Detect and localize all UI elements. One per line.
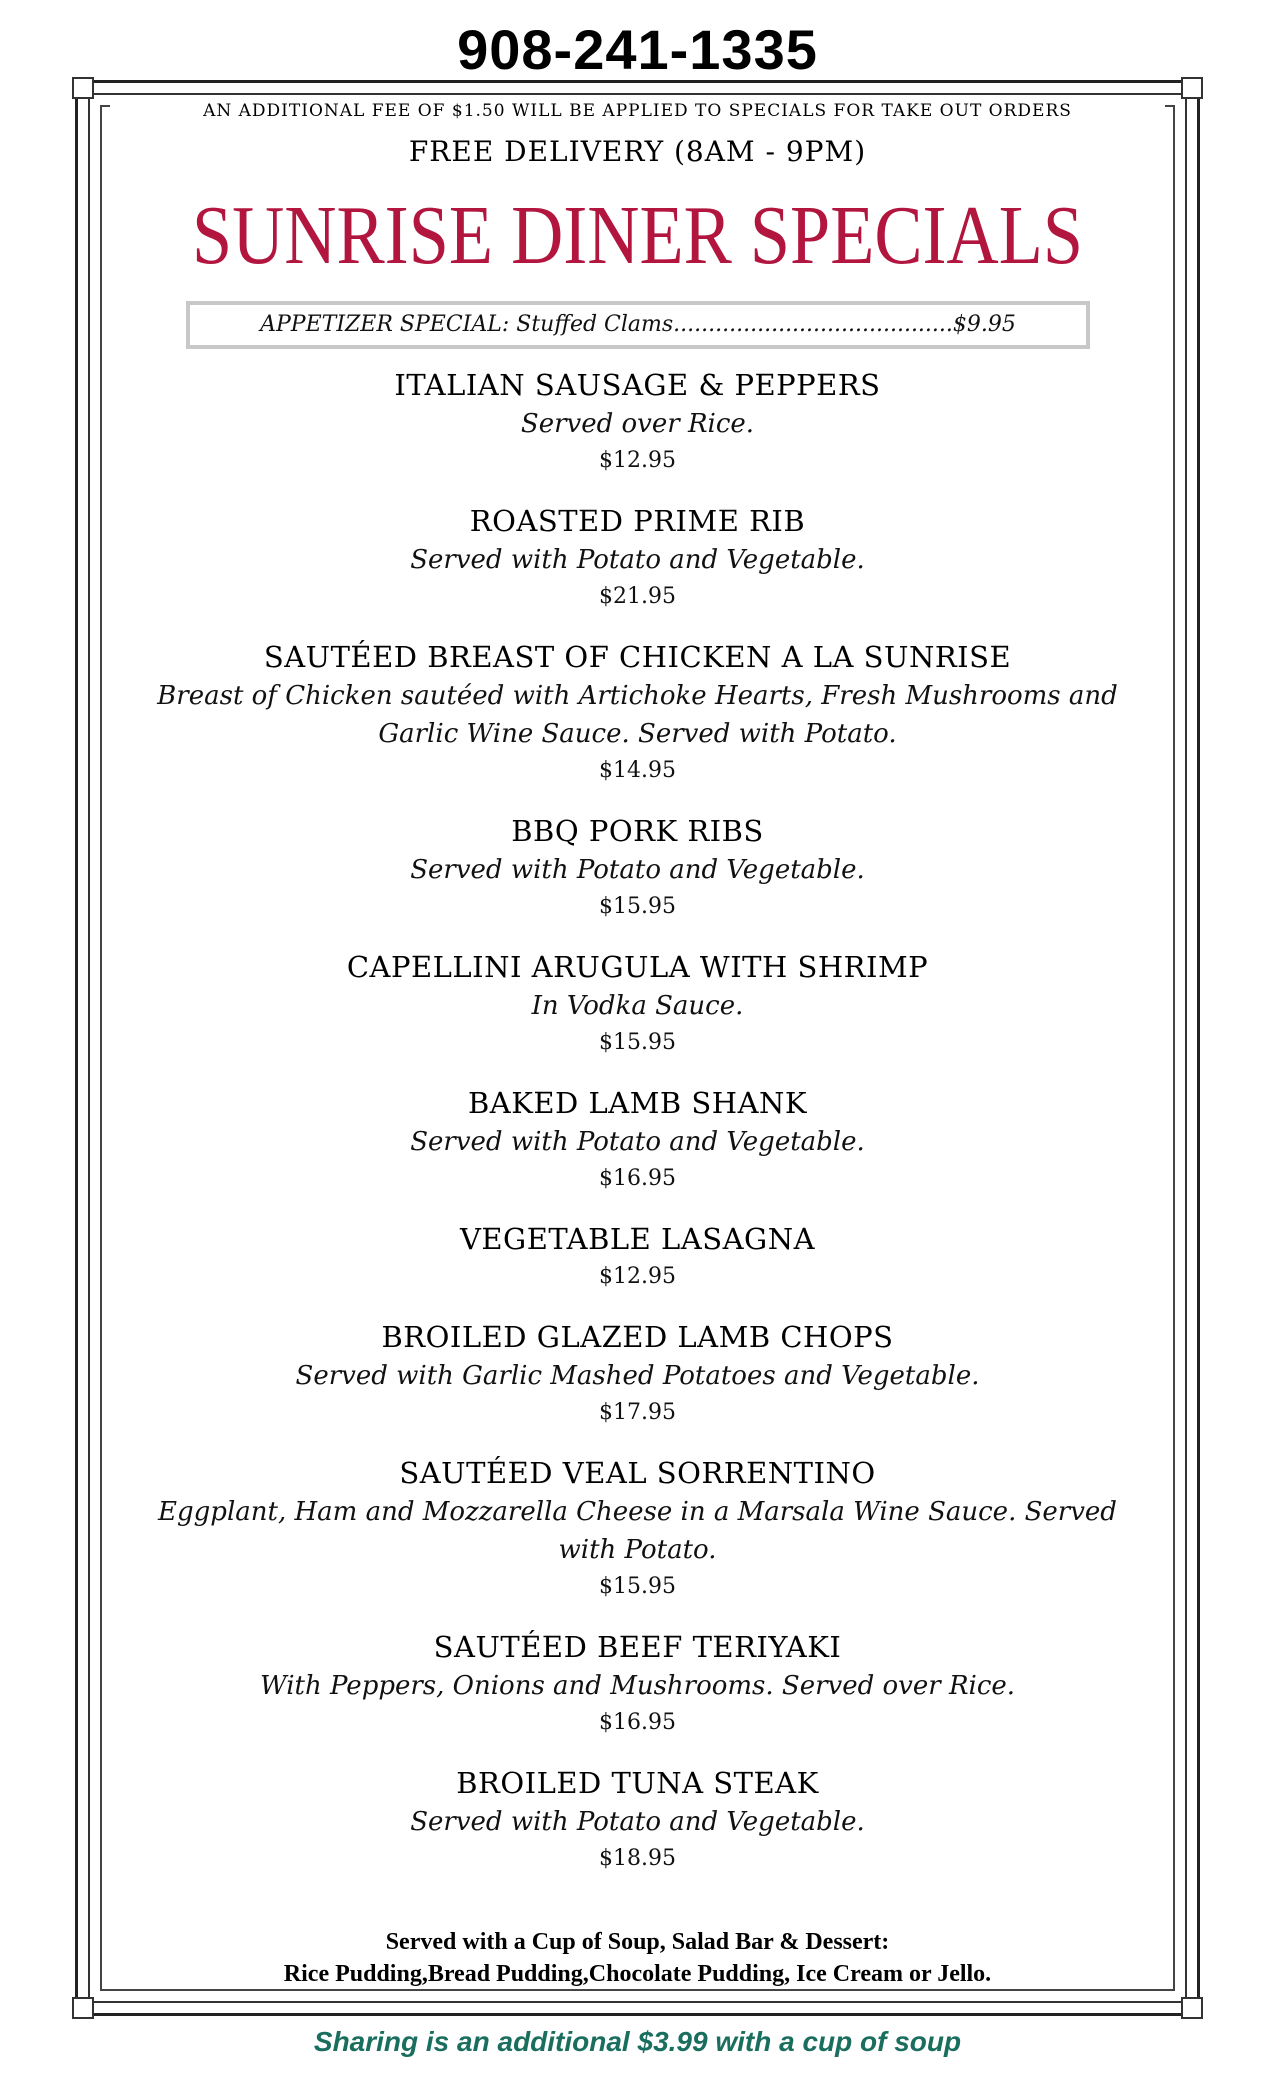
menu-item-description: Served with Potato and Vegetable. — [410, 545, 865, 575]
corner-ornament — [72, 1997, 94, 2019]
menu-item — [100, 1453, 1175, 1605]
menu-item-name: CAPELLINI ARUGULA WITH SHRIMP — [346, 950, 929, 984]
menu-item-name: SAUTÉED BEEF TERIYAKI — [433, 1630, 842, 1664]
takeout-fee-notice: AN ADDITIONAL FEE OF $1.50 WILL BE APPLIED TO SPECIALS FOR TAKE OUT ORDERS — [110, 100, 1165, 122]
menu-item-description: Served with Potato and Vegetable. — [410, 1807, 865, 1837]
included-sides-line1: Served with a Cup of Soup, Salad Bar & Dessert: — [385, 1929, 890, 1955]
phone-number: 908-241-1335 — [457, 18, 818, 81]
menu-item — [100, 1317, 1175, 1431]
menu-item-name: BROILED TUNA STEAK — [456, 1766, 819, 1800]
menu-title: SUNRISE DINER SPECIALS — [191, 189, 1084, 282]
menu-item-price: $14.95 — [599, 758, 676, 783]
menu-item — [100, 1627, 1175, 1741]
menu-item-price: $15.95 — [599, 894, 676, 919]
menu-item-price: $15.95 — [599, 1030, 676, 1055]
menu-item-price: $12.95 — [599, 1264, 676, 1289]
menu-item-name: BBQ PORK RIBS — [511, 814, 764, 848]
menu-item-name: ITALIAN SAUSAGE & PEPPERS — [394, 368, 881, 402]
menu-item-price: $16.95 — [599, 1166, 676, 1191]
corner-ornament — [72, 77, 94, 99]
menu-item — [100, 365, 1175, 479]
menu-item-name: BROILED GLAZED LAMB CHOPS — [381, 1320, 894, 1354]
menu-item-name: SAUTÉED VEAL SORRENTINO — [399, 1456, 876, 1490]
menu-item-description: Served with Potato and Vegetable. — [410, 855, 865, 885]
menu-item-price: $17.95 — [599, 1400, 676, 1425]
menu-item — [100, 1083, 1175, 1197]
menu-item-price: $16.95 — [599, 1710, 676, 1735]
menu-item-description: With Peppers, Onions and Mushrooms. Served over Rice. — [259, 1671, 1016, 1701]
included-sides-note — [100, 1926, 1175, 1990]
menu-item — [100, 637, 1175, 789]
menu-item-price: $21.95 — [599, 584, 676, 609]
corner-ornament — [1181, 77, 1203, 99]
menu-item-price: $18.95 — [599, 1846, 676, 1871]
menu-item-description: Served with Potato and Vegetable. — [410, 1127, 865, 1157]
specials-list — [100, 365, 1175, 1899]
menu-item-name: SAUTÉED BREAST OF CHICKEN A LA SUNRISE — [263, 640, 1012, 674]
corner-ornament — [1181, 1997, 1203, 2019]
sharing-charge-note: Sharing is an additional $3.99 with a cup of soup — [313, 2026, 962, 2057]
menu-item — [100, 947, 1175, 1061]
menu-item-price: $15.95 — [599, 1574, 676, 1599]
appetizer-special: APPETIZER SPECIAL: Stuffed Clams........................................$9.95 — [186, 301, 1090, 349]
menu-item — [100, 811, 1175, 925]
menu-item — [100, 1219, 1175, 1295]
menu-item-name: BAKED LAMB SHANK — [467, 1086, 808, 1120]
menu-item — [100, 1763, 1175, 1877]
delivery-hours: FREE DELIVERY (8AM - 9PM) — [408, 135, 867, 168]
menu-item-description: Eggplant, Ham and Mozzarella Cheese in a Marsala Wine Sauce. Served with Potato. — [158, 1497, 1117, 1565]
menu-item-description: Served with Garlic Mashed Potatoes and Vegetable. — [295, 1361, 980, 1391]
included-sides-line2: Rice Pudding,Bread Pudding,Chocolate Pudding, Ice Cream or Jello. — [283, 1961, 992, 1987]
menu-item-description: Breast of Chicken sautéed with Artichoke Hearts, Fresh Mushrooms and Garlic Wine Sauce. Served with Potato. — [157, 681, 1118, 749]
menu-item-description: In Vodka Sauce. — [531, 991, 744, 1021]
menu-item-name: ROASTED PRIME RIB — [469, 504, 806, 538]
menu-item-description: Served over Rice. — [520, 409, 755, 439]
menu-item — [100, 501, 1175, 615]
menu-item-name: VEGETABLE LASAGNA — [459, 1222, 816, 1256]
menu-item-price: $12.95 — [599, 448, 676, 473]
